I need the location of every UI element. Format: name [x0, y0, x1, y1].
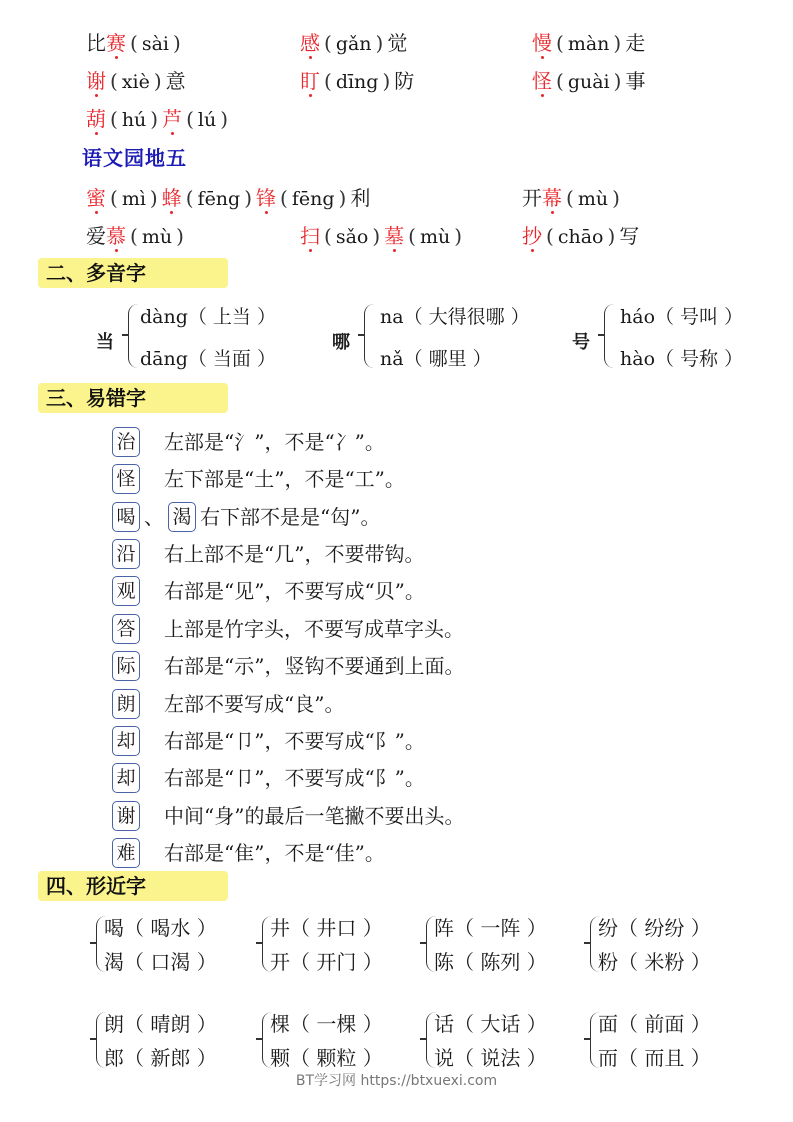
- reading-2: dāng（ 当面 ）: [140, 348, 276, 370]
- pinyin-item: 盯 ( dīng ) 防: [300, 69, 415, 93]
- error-note: 左部是“氵”，不是“冫”。: [164, 429, 385, 454]
- similar-char-b: 陈（ 陈列 ）: [434, 950, 547, 974]
- brace-icon: [364, 304, 375, 368]
- error-item: [112, 724, 425, 756]
- highlighted-char: 慢: [532, 31, 552, 55]
- section-title-error-prone: 三、易错字: [38, 383, 228, 413]
- polyphonic-item: [96, 302, 296, 382]
- pinyin: sǎo: [335, 226, 369, 248]
- error-item: [112, 836, 385, 868]
- error-item: [112, 574, 425, 606]
- pinyin: màn: [567, 33, 610, 55]
- boxed-char: 渴: [168, 502, 196, 532]
- highlighted-char: 盯: [300, 69, 320, 93]
- word-suffix: 防: [394, 69, 415, 93]
- word-suffix: 走: [625, 31, 646, 55]
- pinyin: chāo: [557, 226, 604, 248]
- similar-char-b: 粉（ 米粉 ）: [598, 950, 711, 974]
- error-item: [112, 687, 344, 719]
- error-item: [112, 649, 464, 681]
- boxed-char: 朗: [112, 689, 140, 719]
- boxed-char: 谢: [112, 801, 140, 831]
- error-item: [112, 425, 385, 457]
- pinyin-item: 谢 ( xiè ) 意: [86, 69, 186, 93]
- word-prefix: 比: [86, 31, 106, 55]
- word-suffix: 觉: [387, 31, 408, 55]
- highlighted-char: 赛: [106, 31, 126, 55]
- error-note: 左下部是“土”，不是“工”。: [164, 466, 405, 491]
- brace-icon: [604, 304, 615, 368]
- pinyin: fēng: [197, 188, 241, 210]
- highlighted-char: 葫: [86, 107, 106, 131]
- similar-group: [256, 912, 406, 982]
- pinyin: hú: [121, 109, 147, 131]
- polyphonic-char: 哪: [332, 332, 350, 353]
- highlighted-char: 蜜: [86, 186, 106, 210]
- section-title-polyphonic: 二、多音字: [38, 258, 228, 288]
- similar-char-a: 喝（ 喝水 ）: [104, 916, 217, 940]
- highlighted-char: 扫: [300, 224, 320, 248]
- similar-char-b: 郎（ 新郎 ）: [104, 1046, 217, 1070]
- highlighted-char: 感: [300, 31, 320, 55]
- highlighted-char: 蜂: [161, 186, 182, 210]
- boxed-char: 却: [112, 763, 140, 793]
- reading-2: hào（ 号称 ）: [620, 348, 744, 370]
- word-suffix: 意: [165, 69, 186, 93]
- pinyin-item: 怪 ( guài ) 事: [532, 69, 646, 93]
- similar-char-b: 说（ 说法 ）: [434, 1046, 547, 1070]
- boxed-char: 却: [112, 726, 140, 756]
- polyphonic-char: 当: [96, 332, 114, 353]
- pinyin: sài: [141, 33, 169, 55]
- word-suffix: 事: [625, 69, 646, 93]
- section-title-similar-chars: 四、形近字: [38, 871, 228, 901]
- error-item: [112, 537, 424, 569]
- similar-group: [90, 912, 240, 982]
- error-note: 右部是“卩”，不要写成“阝”。: [164, 728, 425, 753]
- error-note: 左部不要写成“良”。: [164, 691, 345, 716]
- polyphonic-item: [332, 302, 562, 382]
- pinyin: xiè: [121, 71, 150, 93]
- pinyin-item: 慢 ( màn ) 走: [532, 31, 646, 55]
- similar-group: [584, 912, 734, 982]
- pinyin: mì: [121, 188, 146, 210]
- boxed-char: 答: [112, 614, 140, 644]
- pinyin: lú: [197, 109, 217, 131]
- error-item: [112, 799, 464, 831]
- pinyin-item: 开幕 ( mù ): [522, 186, 620, 210]
- subsection-title: 语文园地五: [82, 146, 187, 170]
- error-note: 中间“身”的最后一笔撇不要出头。: [164, 803, 465, 828]
- similar-char-a: 面（ 前面 ）: [598, 1012, 711, 1036]
- error-item: [112, 612, 464, 644]
- similar-char-b: 而（ 而且 ）: [598, 1046, 711, 1070]
- brace-icon: [128, 304, 139, 368]
- footer-watermark: BT学习网 https://btxuexi.com: [295, 1073, 498, 1089]
- polyphonic-char: 号: [572, 332, 590, 353]
- pinyin-item: 爱慕 ( mù ): [86, 224, 184, 248]
- similar-char-a: 话（ 大话 ）: [434, 1012, 547, 1036]
- pinyin: guài: [567, 71, 610, 93]
- pinyin-item: 感 ( gǎn ) 觉: [300, 31, 408, 55]
- pinyin-item: 蜜 ( mì ) 蜂 ( fēng ) 锋 ( fēng ) 利: [86, 186, 371, 210]
- similar-char-a: 朗（ 晴朗 ）: [104, 1012, 217, 1036]
- error-note: 右下部不是是“匃”。: [200, 504, 381, 529]
- reading-1: dàng（ 上当 ）: [140, 306, 276, 328]
- separator: 、: [144, 504, 164, 529]
- word-suffix: 写: [619, 224, 640, 248]
- pinyin: mù: [419, 226, 451, 248]
- error-note: 右部是“示”，竖钩不要通到上面。: [164, 653, 465, 678]
- reading-1: háo（ 号叫 ）: [620, 306, 744, 328]
- similar-char-b: 开（ 开门 ）: [270, 950, 383, 974]
- pinyin: fēng: [291, 188, 335, 210]
- boxed-char: 怪: [112, 464, 140, 494]
- similar-char-b: 渴（ 口渴 ）: [104, 950, 217, 974]
- pinyin: gǎn: [335, 33, 372, 55]
- error-note: 右部是“见”，不要写成“贝”。: [164, 578, 425, 603]
- highlighted-char: 芦: [162, 107, 183, 131]
- error-item: [112, 462, 405, 494]
- highlighted-char: 锋: [256, 186, 277, 210]
- similar-char-a: 纷（ 纷纷 ）: [598, 916, 711, 940]
- error-note: 右部是“隹”，不是“佳”。: [164, 840, 385, 865]
- boxed-char: 喝: [112, 502, 140, 532]
- error-note: 右部是“卩”，不要写成“阝”。: [164, 765, 425, 790]
- error-note: 上部是竹字头，不要写成草字头。: [164, 616, 464, 641]
- similar-group: [256, 1008, 406, 1078]
- error-item: [112, 761, 425, 793]
- word-prefix: 爱: [86, 224, 106, 248]
- reading-2: nǎ（ 哪里 ）: [380, 348, 492, 370]
- polyphonic-item: [572, 302, 772, 382]
- error-note: 右上部不是“几”，不要带钩。: [164, 541, 425, 566]
- similar-group: [420, 912, 570, 982]
- reading-1: na（ 大得很哪 ）: [380, 306, 530, 328]
- similar-group: [90, 1008, 240, 1078]
- boxed-char: 观: [112, 576, 140, 606]
- word-prefix: 开: [522, 186, 542, 210]
- highlighted-char: 谢: [86, 69, 106, 93]
- pinyin-item: 扫 ( sǎo ) 墓 ( mù ): [300, 224, 463, 248]
- similar-char-a: 井（ 井口 ）: [270, 916, 383, 940]
- boxed-char: 治: [112, 427, 140, 457]
- highlighted-char: 幕: [542, 186, 562, 210]
- pinyin: dīng: [335, 71, 379, 93]
- pinyin-item: 葫 ( hú ) 芦 ( lú ): [86, 107, 229, 131]
- boxed-char: 沿: [112, 539, 140, 569]
- pinyin: mù: [577, 188, 609, 210]
- highlighted-char: 抄: [522, 224, 542, 248]
- similar-char-b: 颗（ 颗粒 ）: [270, 1046, 383, 1070]
- similar-char-a: 棵（ 一棵 ）: [270, 1012, 383, 1036]
- boxed-char: 难: [112, 838, 140, 868]
- similar-group: [584, 1008, 734, 1078]
- word-suffix: 利: [350, 186, 371, 210]
- highlighted-char: 慕: [106, 224, 126, 248]
- pinyin-item: 抄 ( chāo ) 写: [522, 224, 640, 248]
- boxed-char: 际: [112, 651, 140, 681]
- similar-group: [420, 1008, 570, 1078]
- error-item: [112, 500, 380, 532]
- pinyin-item: 比赛 ( sài ): [86, 31, 181, 55]
- highlighted-char: 怪: [532, 69, 552, 93]
- pinyin: mù: [141, 226, 173, 248]
- highlighted-char: 墓: [384, 224, 405, 248]
- similar-char-a: 阵（ 一阵 ）: [434, 916, 547, 940]
